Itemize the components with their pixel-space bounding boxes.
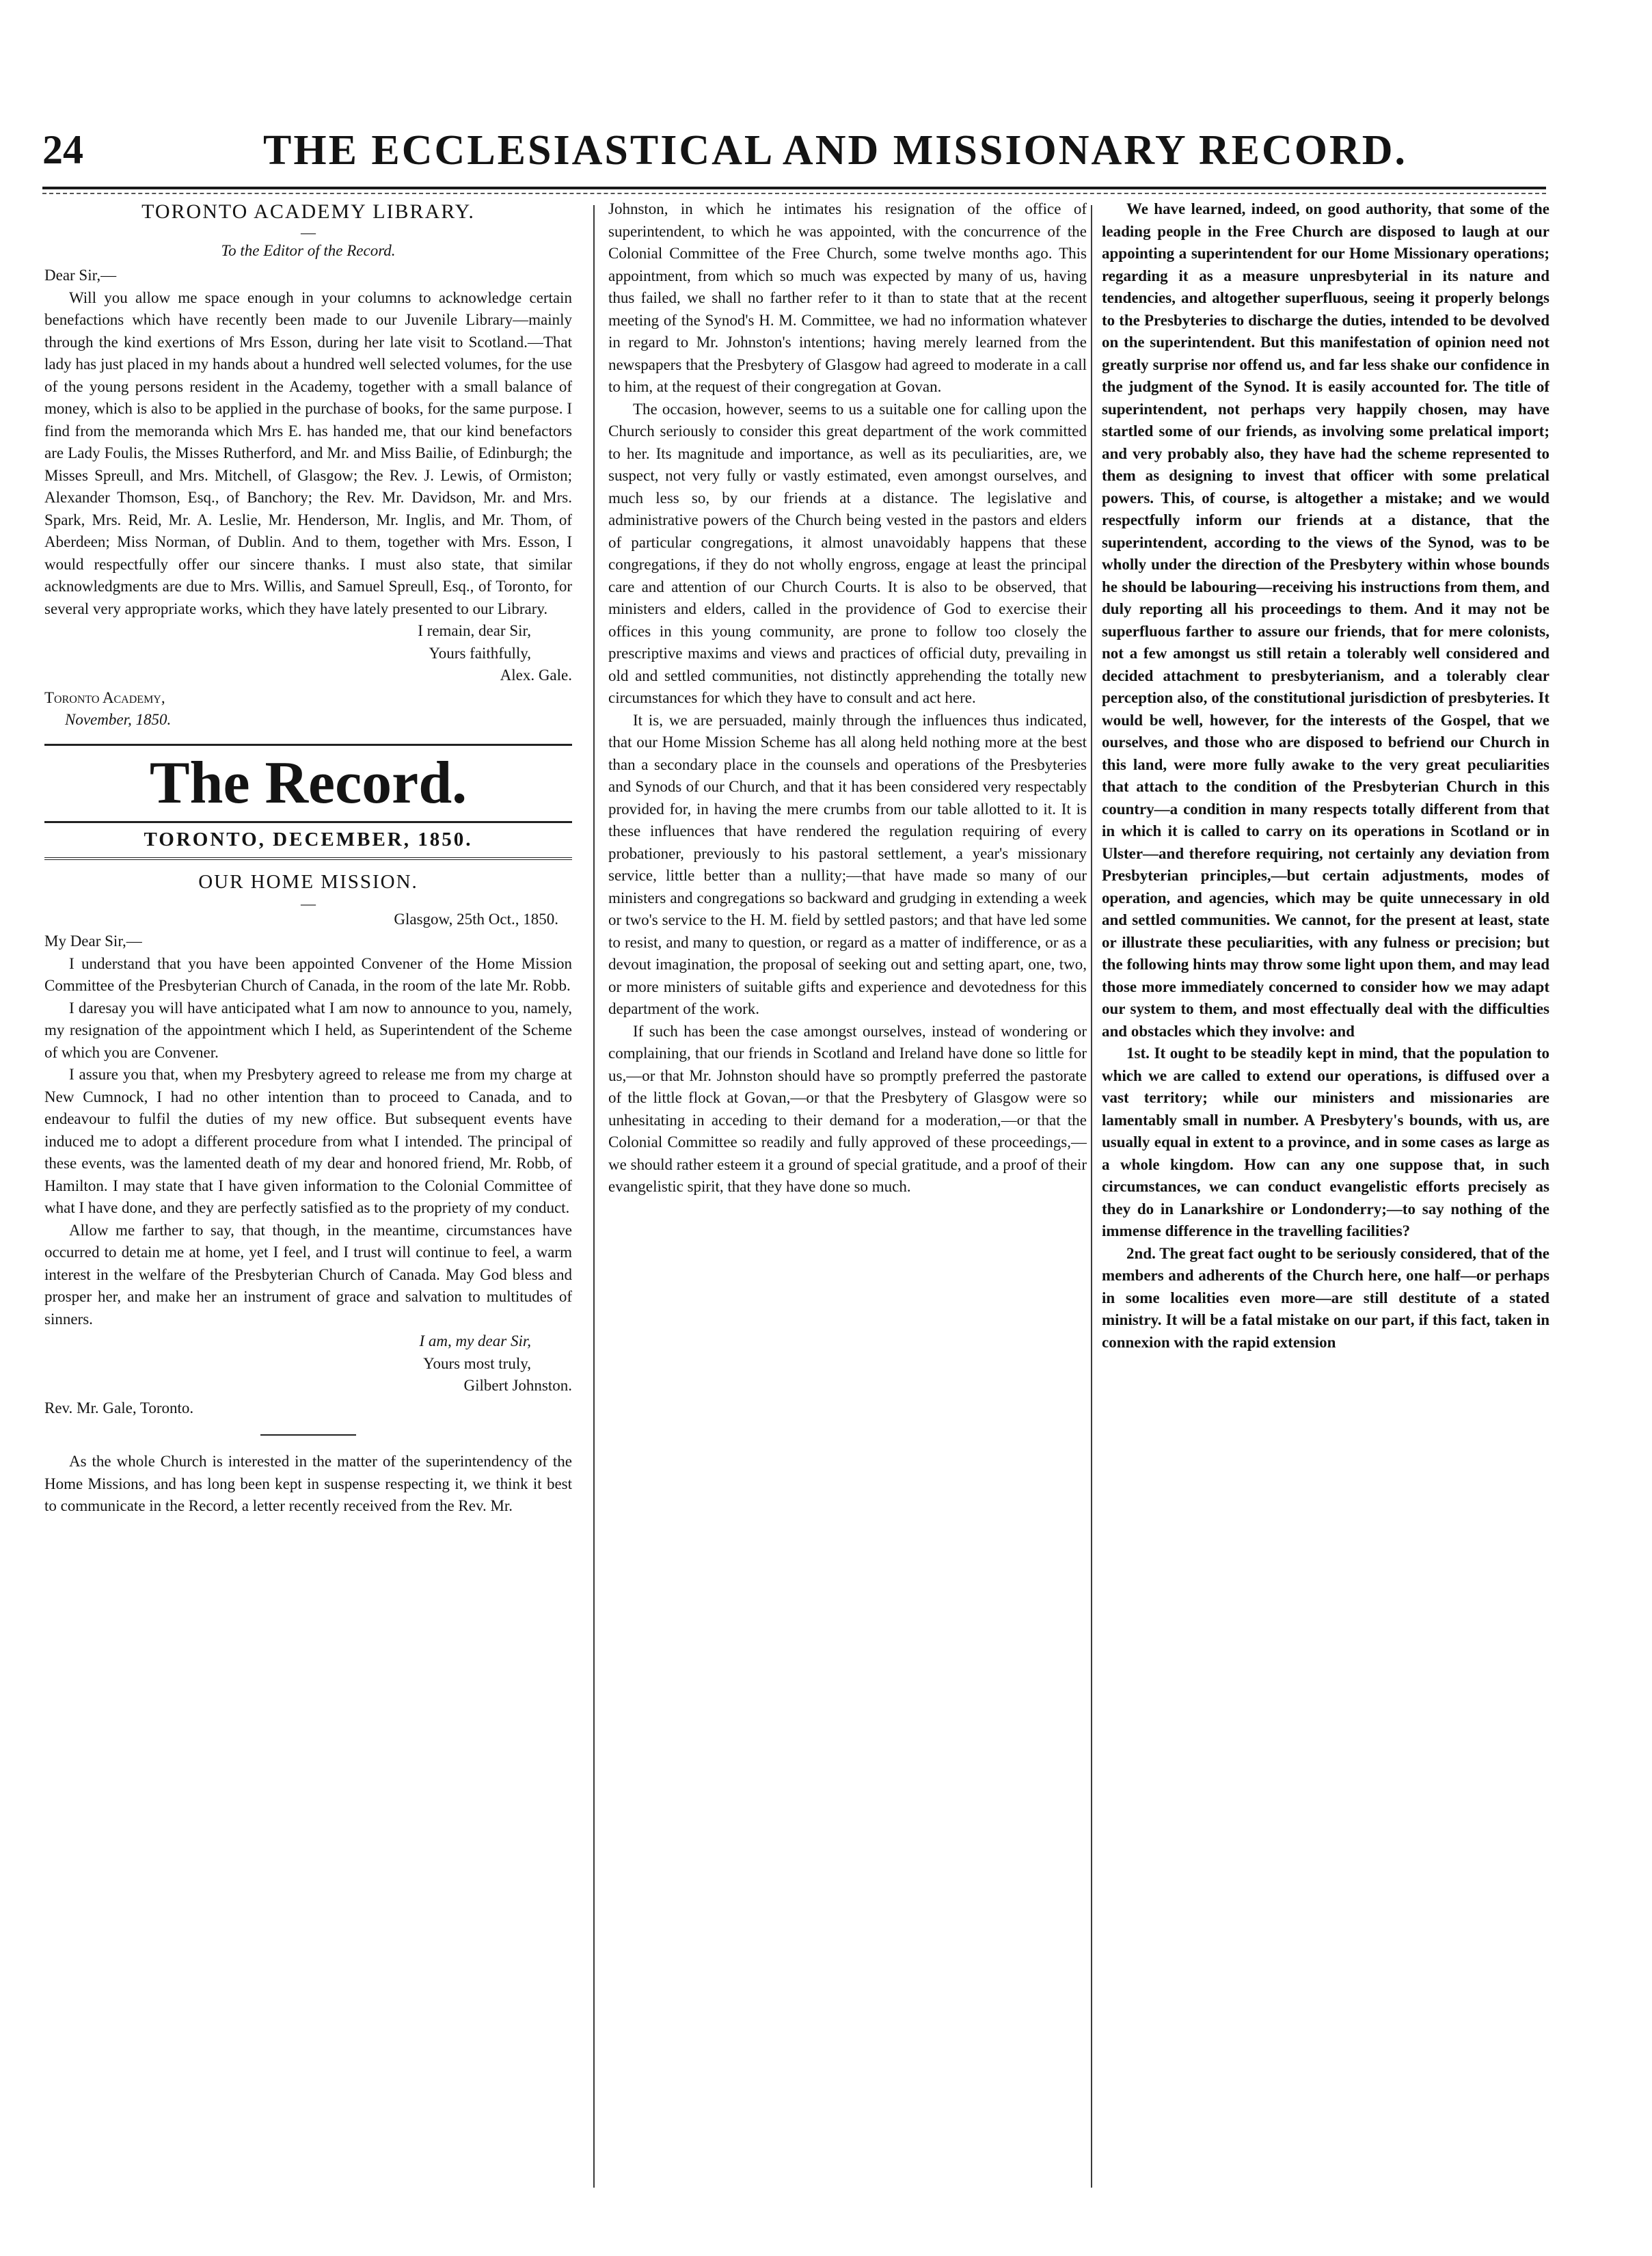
- divider: —: [301, 223, 316, 241]
- editorial-opening: As the whole Church is interested in the matter of the superintendency of the Home Missions, and has long been kept in suspense respecting it, we think it best to communicate in the Record, a letter recently received from the Rev. Mr.: [44, 1453, 572, 1514]
- editorial-paragraph: It is, we are persuaded, mainly through the influences thus indicated, that our Home Mission Scheme has all along held nothing more at the best than a secondary place in the counsels and operations of the Presbyteries and Synods of our Church, and that it has been considered very respectably provided for, in having the mere crumbs from our table allotted to it. It is these influences that have rendered the regulation requiring of every probationer, previously to his pastoral settlement, a year's missionary service, little better than a nullity;—that have made so many of our ministers and congregations so backward and grudging in extending a week or two's service to the H. M. field by settled pastors; and that have led some to resist, and many to question, or regard as a matter of indifference, or as a devout imagination, the proposal of seeking out and setting apart, one, two, or more ministers of suitable gifts and experience and devotedness for this department of the work.: [608, 711, 1087, 1017]
- salutation: Dear Sir,—: [44, 267, 117, 284]
- mission-paragraph-1: I understand that you have been appointed Convener of the Home Mission Committee of the Presbyterian Church of Canada, in the room of the late Mr. Robb.: [44, 954, 572, 994]
- letter-date: November, 1850.: [65, 711, 172, 728]
- letter-place: Toronto Academy,: [44, 688, 165, 706]
- journal-title: THE ECCLESIASTICAL AND MISSIONARY RECORD.: [262, 127, 1408, 174]
- column-rule: [593, 205, 595, 2188]
- home-mission-title: OUR HOME MISSION.: [198, 871, 418, 893]
- header-rule: [42, 187, 1546, 194]
- mission-paragraph-3: I assure you that, when my Presbytery agreed to release me from my charge at New Cumnock, I had no other intention than to proceed to Canada, and to endeavour to fulfil the duties of my new office. But subsequent events have induced me to adopt a different procedure from what I intended. The principal of these events, was the lamented death of my dear and honored friend, Mr. Robb, of Hamilton. I may state that I have given information to the Colonial Committee of what I have done, and they are perfectly satisfied as to the propriety of my conduct.: [44, 1066, 572, 1216]
- mission-closing: Yours most truly,: [423, 1354, 531, 1372]
- column-1: [44, 198, 572, 2208]
- page-header: [42, 126, 1539, 181]
- editorial-paragraph: The occasion, however, seems to us a suitable one for calling upon the Church seriously to consider this great department of the work committed to her. Its magnitude and importance, as well as its peculiarities, are, we suspect, not very fully or vastly estimated, even amongst ourselves, and much less so, by our friends at a distance. The legislative and administrative powers of the Church being vested in the pastors and elders of particular congregations, it almost unavoidably happens that these congregations, if they do not wholly engross, engage at least the principal care and attention of our Church Courts. It is also to be observed, that ministers and elders, called in the providence of God to exercise their offices in this young community, are prone to follow too closely the prescriptive maxims and views and practices of official duty, prevailing in old and settled communities, not distinctly apprehending the totally new circumstances for which they have to consult and act here.: [608, 400, 1087, 706]
- closing: Yours faithfully,: [429, 644, 531, 662]
- editorial-point-1: 1st. It ought to be steadily kept in mind, that the population to which we are called to extend our operations, is diffused over a vast territory; while our ministers and missionaries are lamentably small in number. A Presbytery's bounds, with us, are usually equal in extent to a province, and in some cases as large as a whole kingdom. How can any one suppose that, in such circumstances, we can conduct evangelistic efforts precisely as they do in Lanarkshire or Londonderry;—to say nothing of the immense difference in the travelling facilities?: [1102, 1045, 1549, 1239]
- library-letter-body: Will you allow me space enough in your columns to acknowledge certain benefactions which have recently been made to our Juvenile Library—mainly through the kind exertions of Mrs Esson, during her late visit to Scotland.—That lady has just placed in my hands about a hundred well selected volumes, for the use of the young persons resident in the Academy, together with a small balance of money, which is also to be applied in the purchase of books, for the same purpose. I find from the memoranda which Mrs E. has handed me, that our kind benefactors are Lady Foulis, the Misses Rutherford, and Mr. and Miss Bailie, of Edinburgh; the Misses Spreull, and Mrs. Mitchell, of Glasgow; the Rev. J. Lewis, of Ormiston; Alexander Thomson, Esq., of Banchory; the Rev. Mr. Davidson, Mr. and Mrs. Spark, Mrs. Reid, Mr. A. Leslie, Mr. Henderson, Mr. Inglis, and Mr. Thom, of Aberdeen; Miss Norman, of Dublin. And to them, together with Mrs. Esson, I would respectfully offer our sincere thanks. I must also state, that similar acknowledgments are due to Mrs. Willis, and Samuel Spreull, Esq., of Toronto, for several very appropriate works, which they have lately presented to our Library.: [44, 288, 572, 617]
- mission-closing: I am, my dear Sir,: [419, 1332, 531, 1349]
- divider: —: [301, 894, 316, 912]
- page-number: 24: [42, 127, 83, 172]
- mission-salutation: My Dear Sir,—: [44, 932, 142, 950]
- column-2: [608, 198, 1087, 2208]
- mission-addressee: Rev. Mr. Gale, Toronto.: [44, 1399, 194, 1416]
- mission-letter-date: Glasgow, 25th Oct., 1850.: [394, 910, 558, 928]
- mission-paragraph-2: I daresay you will have anticipated what I am now to announce to you, namely, my resignation of the appointment which I held, as Superintendent of the Scheme of which you are Convener.: [44, 999, 572, 1061]
- editorial-point-2: 2nd. The great fact ought to be seriously considered, that of the members and adherents of the Church here, one half—or perhaps in some localities even more—are still destitute of a stated ministry. It will be a fatal mistake on our part, if this fact, taken in connexion with the rapid extension: [1102, 1244, 1549, 1351]
- divider: [260, 1434, 356, 1436]
- editorial-continued: Johnston, in which he intimates his resignation of the office of superintendent, to which he was appointed, with the concurrence of the Colonial Committee of the Free Church, some twelve months ago. This appointment, from which so much was expected by many of us, having thus failed, we shall no farther refer to it than to state that at the recent meeting of the Synod's H. M. Committee, we had no information whatever in regard to Mr. Johnston's intentions; having merely learned from the newspapers that the Presbytery of Glasgow had agreed to moderate in a call to him, at the request of their congregation at Govan.: [608, 200, 1087, 395]
- editor-address: To the Editor of the Record.: [221, 241, 396, 259]
- closing: I remain, dear Sir,: [418, 622, 531, 639]
- masthead-the-record: The Record.: [44, 744, 572, 823]
- editorial-paragraph: If such has been the case amongst ourselves, instead of wondering or complaining, that our friends in Scotland and Ireland have done so little for us,—or that Mr. Johnston should have so promptly preferred the pastorate of the little flock at Govan,—or that the Presbytery of Glasgow were so unhesitating in acceding to their demand for a moderation,—or that the Colonial Committee so readily and fully approved of these proceedings,—we should rather esteem it a ground of special gratitude, and a proof of their evangelistic spirit, that they have done so much.: [608, 1022, 1087, 1195]
- editorial-paragraph: We have learned, indeed, on good authority, that some of the leading people in the Free Church are disposed to laugh at our appointing a superintendent for our Home Missionary operations; regarding it as a measure unpresbyterial in its nature and tendencies, and altogether superfluous, seeing it properly belongs to the Presbyteries to discharge the duties, intended to be devolved on the superintendent. But this manifestation of opinion need not greatly surprise nor offend us, and far less shake our confidence in the judgment of the Synod. It is easily accounted for. The title of superintendent, not perhaps very happily chosen, may have startled some of our friends, as involving some prelatical import; and very probably also, they have had the scheme represented to them as designing to invest that officer with some prelatical powers. This, of course, is altogether a mistake; and we would respectfully inform our friends at a distance, that the superintendent, according to the views of the Synod, was to be wholly under the direction of the Presbytery within whose bounds he should be labouring—receiving his instructions from them, and duly reporting all his proceedings to them. And it may not be superfluous farther to assure our friends, that for mere colonists, not a few amongst us still retain a tolerably well considered and decided attachment to presbyterianism, and a tolerably clear perception also, of the constitutional jurisdiction of presbyteries. It would be well, however, for the interests of the Gospel, that we ourselves, and those who are disposed to befriend our Church in this land, were more fully awake to the very great peculiarities that attach to the condition of the Presbyterian Church in this country—a condition in many respects totally different from that in which it is called to carry on its operations in Scotland or in Ulster—and therefore requiring, not certainly any deviation from Presbyterian principles,—but certain adjustments, modes of operation, and agencies, which may be quite unnecessary in old and settled communities. We cannot, for the present at least, state or illustrate these peculiarities, with any fulness or precision; but the following hints may throw some light upon them, and may lead those more immediately concerned to consider how we may adapt our system to them, and most effectually deal with the difficulties and obstacles which they involve: and: [1102, 200, 1549, 1040]
- library-title: TORONTO ACADEMY LIBRARY.: [141, 200, 475, 223]
- masthead-dateline: TORONTO, DECEMBER, 1850.: [44, 829, 572, 861]
- mission-paragraph-4: Allow me farther to say, that though, in the meantime, circumstances have occurred to detain me at home, yet I feel, and I trust will continue to feel, a warm interest in the welfare of the Presbyterian Church of Canada. May God bless and prosper her, and make her an instrument of grace and salvation to multitudes of sinners.: [44, 1221, 572, 1328]
- mission-signature: Gilbert Johnston.: [463, 1377, 572, 1394]
- signature: Alex. Gale.: [500, 667, 572, 684]
- column-rule: [1091, 205, 1092, 2188]
- column-3: [1102, 198, 1549, 2208]
